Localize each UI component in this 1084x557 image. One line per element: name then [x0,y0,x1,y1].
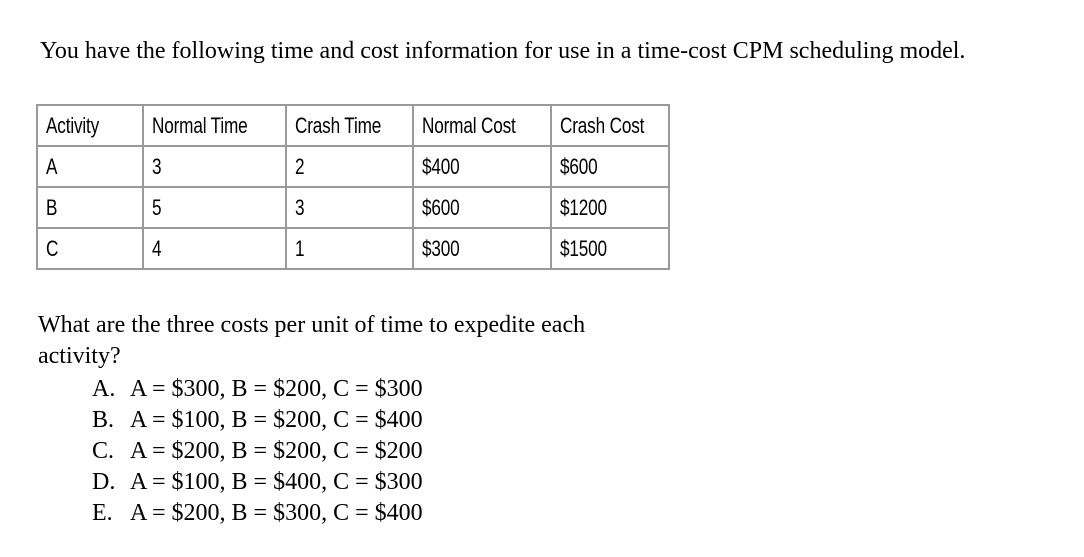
table-cell-crash-time: 3 [286,187,413,228]
option-letter: C. [92,438,115,464]
answer-option-e[interactable] [92,498,423,529]
time-cost-table [36,104,670,270]
option-text: A = $100, B = $200, C = $400 [130,407,423,433]
option-text: A = $300, B = $200, C = $300 [130,376,423,402]
option-text: A = $200, B = $200, C = $200 [130,438,423,464]
option-letter: D. [92,469,116,495]
column-header-crash-cost: Crash Cost [551,105,669,146]
table-cell-crash-cost: $600 [551,146,669,187]
answer-option-c[interactable] [92,436,423,467]
table-cell-normal-time: 5 [143,187,286,228]
option-letter: A. [92,376,116,402]
table-row [37,146,669,187]
answer-options [92,374,423,529]
table-cell-crash-time: 1 [286,228,413,269]
table-cell-crash-cost: $1200 [551,187,669,228]
option-text: A = $200, B = $300, C = $400 [130,500,423,526]
column-header-normal-time: Normal Time [143,105,286,146]
answer-option-a[interactable] [92,374,423,405]
table-cell-normal-cost: $300 [413,228,551,269]
column-header-crash-time: Crash Time [286,105,413,146]
table-cell-normal-cost: $600 [413,187,551,228]
table-cell-crash-time: 2 [286,146,413,187]
option-text: A = $100, B = $400, C = $300 [130,469,423,495]
option-letter: B. [92,407,115,433]
answer-option-d[interactable] [92,467,423,498]
column-header-activity: Activity [37,105,143,146]
table-cell-crash-cost: $1500 [551,228,669,269]
table-cell-normal-cost: $400 [413,146,551,187]
table-cell-activity: A [37,146,143,187]
table-row [37,228,669,269]
question-text: What are the three costs per unit of time to expedite each activity? [38,312,586,369]
intro-text: You have the following time and cost information for use in a time-cost CPM scheduling model. [40,38,966,64]
column-header-normal-cost: Normal Cost [413,105,551,146]
table-row [37,187,669,228]
table-cell-normal-time: 3 [143,146,286,187]
table-cell-activity: C [37,228,143,269]
answer-option-b[interactable] [92,405,423,436]
table-cell-activity: B [37,187,143,228]
table-cell-normal-time: 4 [143,228,286,269]
table-header-row [37,105,669,146]
option-letter: E. [92,500,113,526]
